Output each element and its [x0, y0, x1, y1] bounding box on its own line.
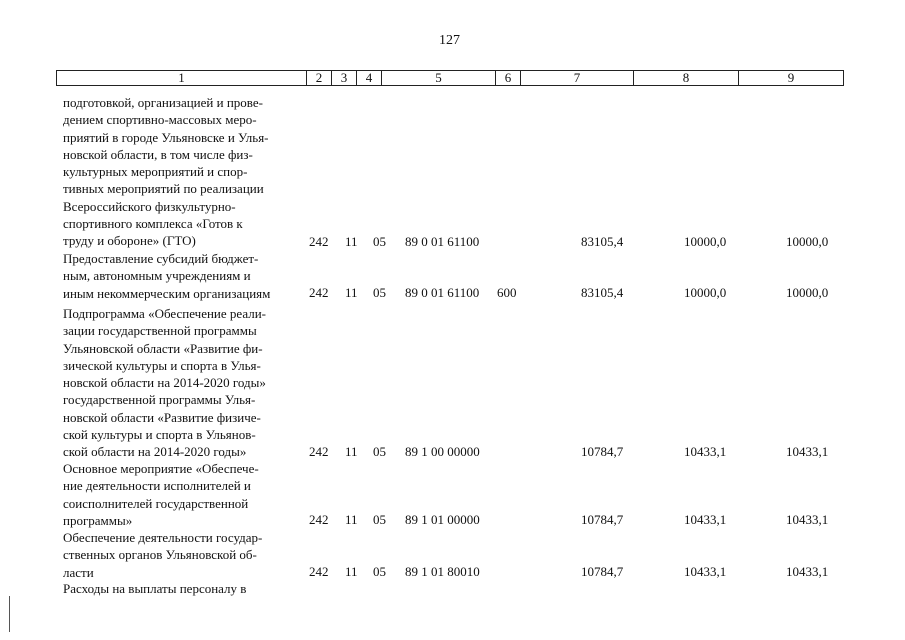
description-line: ние деятельности исполнителей и	[63, 478, 251, 494]
description-line: соисполнителей государственной	[63, 495, 249, 511]
description-line: Расходы на выплаты персоналу в	[63, 581, 247, 596]
cell-col4: 05	[373, 564, 386, 579]
cell-col8: 10000,0	[684, 285, 727, 300]
cell-col5: 89 1 00 00000	[405, 444, 480, 459]
row-description	[63, 529, 303, 581]
cell-col2: 242	[309, 234, 329, 249]
cell-col4: 05	[373, 444, 386, 459]
scan-edge-mark	[9, 596, 10, 632]
cell-col2: 242	[309, 564, 329, 579]
cell-col5: 89 1 01 00000	[405, 512, 480, 527]
cell-col5: 89 1 01 80010	[405, 564, 480, 579]
cell-col2: 242	[309, 444, 329, 459]
cell-col9: 10000,0	[786, 285, 829, 300]
description-line: труду и обороне» (ГТО)	[63, 233, 196, 249]
description-line: новской области на 2014-2020 годы»	[63, 375, 266, 391]
cell-col4: 05	[373, 285, 386, 300]
description-line: тивных мероприятий по реализации	[63, 181, 264, 197]
row-description	[63, 94, 303, 250]
description-line: ным, автономным учреждениям и	[63, 268, 251, 284]
cell-col7: 10784,7	[581, 444, 624, 459]
header-cell-8: 8	[634, 71, 739, 85]
cell-col3: 11	[345, 234, 358, 249]
cell-col6: 600	[497, 285, 517, 300]
cell-col9: 10433,1	[786, 444, 829, 459]
header-cell-7: 7	[521, 71, 634, 85]
description-line: Обеспечение деятельности государ-	[63, 530, 263, 545]
table-header	[56, 70, 844, 86]
description-line: ской культуры и спорта в Ульянов-	[63, 427, 256, 443]
header-cell-9: 9	[787, 70, 795, 85]
row-description	[63, 580, 303, 597]
row-description	[63, 250, 303, 302]
cell-col4: 05	[373, 234, 386, 249]
cell-col4: 05	[373, 512, 386, 527]
description-line: приятий в городе Ульяновске и Улья-	[63, 129, 269, 145]
description-line: новской области, в том числе физ-	[63, 146, 253, 162]
description-line: ской области на 2014-2020 годы»	[63, 444, 247, 460]
description-line: иным некоммерческим организациям	[63, 285, 271, 301]
cell-col7: 83105,4	[581, 285, 624, 300]
cell-col8: 10433,1	[684, 444, 727, 459]
cell-col7: 10784,7	[581, 564, 624, 579]
cell-col9: 10000,0	[786, 234, 829, 249]
description-line: культурных мероприятий и спор-	[63, 164, 248, 180]
cell-col8: 10000,0	[684, 234, 727, 249]
cell-col3: 11	[345, 564, 358, 579]
description-line: ласти	[63, 564, 94, 580]
header-cell-6: 6	[496, 71, 521, 85]
cell-col3: 11	[345, 444, 358, 459]
cell-col2: 242	[309, 512, 329, 527]
description-line: зической культуры и спорта в Улья-	[63, 357, 261, 373]
header-cell-2: 2	[307, 71, 332, 85]
header-cell-4: 4	[357, 71, 382, 85]
page-number: 127	[439, 33, 460, 48]
cell-col9: 10433,1	[786, 564, 829, 579]
cell-col7: 83105,4	[581, 234, 624, 249]
cell-col5: 89 0 01 61100	[405, 285, 480, 300]
cell-col5: 89 0 01 61100	[405, 234, 480, 249]
description-line: новской области «Развитие физиче-	[63, 409, 261, 425]
description-line: подготовкой, организацией и прове-	[63, 95, 263, 110]
cell-col8: 10433,1	[684, 512, 727, 527]
cell-col3: 11	[345, 285, 358, 300]
description-line: спортивного комплекса «Готов к	[63, 216, 243, 232]
description-line: ственных органов Ульяновской об-	[63, 547, 257, 563]
description-line: государственной программы Улья-	[63, 392, 256, 408]
description-line: Всероссийского физкультурно-	[63, 198, 236, 214]
row-description	[63, 460, 303, 529]
header-cell-1: 1	[57, 71, 307, 85]
cell-col8: 10433,1	[684, 564, 727, 579]
description-line: дением спортивно-массовых меро-	[63, 112, 257, 128]
description-line: Подпрограмма «Обеспечение реали-	[63, 306, 266, 321]
cell-col7: 10784,7	[581, 512, 624, 527]
description-line: Основное мероприятие «Обеспече-	[63, 461, 259, 476]
row-description	[63, 305, 303, 461]
header-cell-3: 3	[332, 71, 357, 85]
description-line: Ульяновской области «Развитие фи-	[63, 340, 263, 356]
header-cell-5: 5	[382, 71, 496, 85]
cell-col9: 10433,1	[786, 512, 829, 527]
description-line: зации государственной программы	[63, 323, 257, 339]
description-line: Предоставление субсидий бюджет-	[63, 251, 259, 266]
cell-col2: 242	[309, 285, 329, 300]
cell-col3: 11	[345, 512, 358, 527]
description-line: программы»	[63, 512, 133, 528]
